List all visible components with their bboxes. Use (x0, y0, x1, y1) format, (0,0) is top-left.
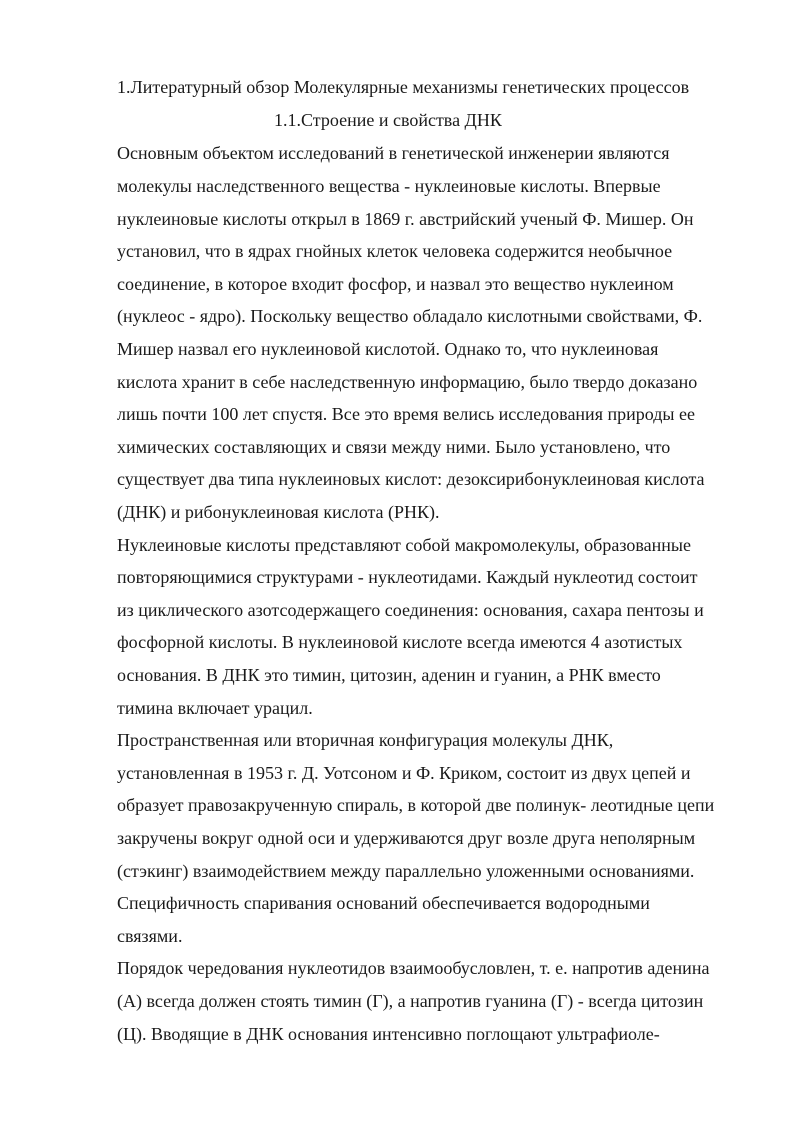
body-line: существует два типа нуклеиновых кислот: дезоксирибонуклеиновая кислота (117, 469, 705, 489)
body-line: химических составляющих и связи между ними. Было установлено, что (117, 437, 671, 457)
body-line: из циклического азотсодержащего соединения: основания, сахара пентозы и (117, 600, 704, 620)
body-line: молекулы наследственного вещества - нуклеиновые кислоты. Впервые (117, 176, 661, 196)
body-line: (ДНК) и рибонуклеиновая кислота (РНК). (117, 502, 440, 522)
body-line: Пространственная или вторичная конфигурация молекулы ДНК, (117, 730, 614, 750)
body-line: закручены вокруг одной оси и удерживаются друг возле друга неполярным (117, 828, 696, 848)
body-line: кислота хранит в себе наследственную информацию, было твердо доказано (117, 372, 698, 392)
body-line: образует правозакрученную спираль, в которой две полинук- леотидные цепи (117, 795, 715, 815)
body-line: (нуклеос - ядро). Поскольку вещество обладало кислотными свойствами, Ф. (117, 306, 703, 326)
body-line: тимина включает урацил. (117, 698, 313, 718)
document-heading: 1.Литературный обзор Молекулярные механизмы генетических процессов (117, 77, 690, 97)
body-line: (стэкинг) взаимодействием между параллельно уложенными основаниями. (117, 861, 695, 881)
body-line: повторяющимися структурами - нуклеотидами. Каждый нуклеотид состоит (117, 567, 698, 587)
body-line: основания. В ДНК это тимин, цитозин, аденин и гуанин, а РНК вместо (117, 665, 661, 685)
body-line: установленная в 1953 г. Д. Уотсоном и Ф. Криком, состоит из двух цепей и (117, 763, 691, 783)
document-subheading: 1.1.Строение и свойства ДНК (274, 110, 502, 130)
body-line: установил, что в ядрах гнойных клеток человека содержится необычное (117, 241, 673, 261)
body-line: Порядок чередования нуклеотидов взаимообусловлен, т. е. напротив аденина (117, 958, 710, 978)
body-line: Нуклеиновые кислоты представляют собой макромолекулы, образованные (117, 535, 691, 555)
body-line: нуклеиновые кислоты открыл в 1869 г. австрийский ученый Ф. Мишер. Он (117, 209, 694, 229)
body-line: (Ц). Вводящие в ДНК основания интенсивно поглощают ультрафиоле- (117, 1024, 660, 1044)
body-line: фосфорной кислоты. В нуклеиновой кислоте всегда имеются 4 азотистых (117, 632, 683, 652)
body-line: (А) всегда должен стоять тимин (Г), а напротив гуанина (Г) - всегда цитозин (117, 991, 704, 1011)
body-line: Мишер назвал его нуклеиновой кислотой. Однако то, что нуклеиновая (117, 339, 659, 359)
body-line: Специфичность спаривания оснований обеспечивается водородными (117, 893, 650, 913)
body-line: лишь почти 100 лет спустя. Все это время велись исследования природы ее (117, 404, 695, 424)
body-line: Основным объектом исследований в генетической инженерии являются (117, 143, 670, 163)
body-line: связями. (117, 926, 183, 946)
body-line: соединение, в которое входит фосфор, и назвал это вещество нуклеином (117, 274, 674, 294)
